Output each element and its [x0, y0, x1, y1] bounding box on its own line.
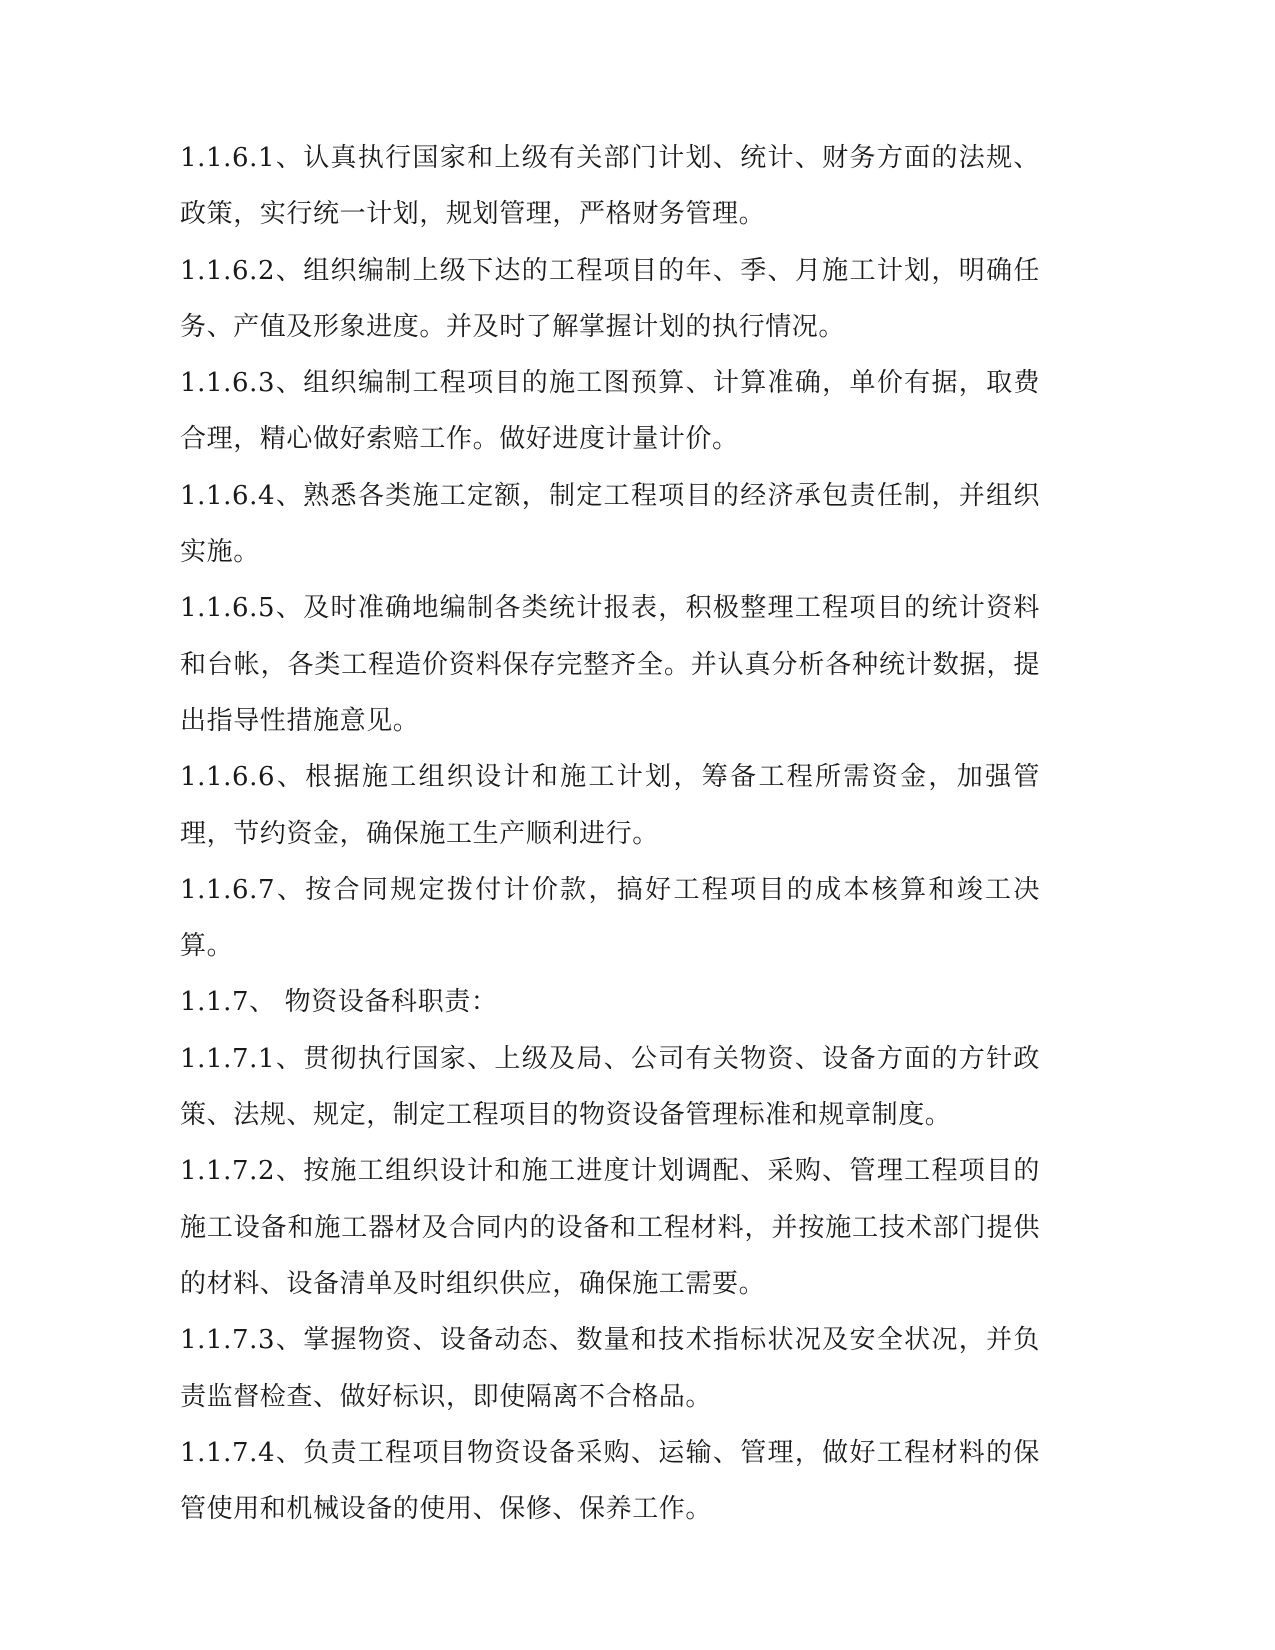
section-heading-1-1-7: 1.1.7、 物资设备科职责： [180, 987, 498, 1018]
paragraph-1-1-6-3: 1.1.6.3、组织编制工程项目的施工图预算、计算准确，单价有据，取费合理，精心做好索赔工作。做好进度计量计价。 [180, 368, 1040, 455]
paragraph-1-1-6-4: 1.1.6.4、熟悉各类施工定额，制定工程项目的经济承包责任制，并组织实施。 [180, 480, 1040, 568]
paragraph-1-1-6-6: 1.1.6.6、根据施工组织设计和施工计划，筹备工程所需资金，加强管理，节约资金，确保施工生产顺利进行。 [180, 762, 1040, 849]
paragraph-1-1-7-2: 1.1.7.2、按施工组织设计和施工进度计划调配、采购、管理工程项目的施工设备和施工器材及合同内的设备和工程材料，并按施工技术部门提供的材料、设备清单及时组织供应，确保施工需要。 [180, 1156, 1040, 1299]
paragraph-1-1-6-5: 1.1.6.5、及时准确地编制各类统计报表，积极整理工程项目的统计资料和台帐，各类工程造价资料保存完整齐全。并认真分析各种统计数据，提出指导性措施意见。 [180, 593, 1040, 736]
document-page [180, 130, 1040, 1537]
paragraph-1-1-6-2: 1.1.6.2、组织编制上级下达的工程项目的年、季、月施工计划，明确任务、产值及形象进度。并及时了解掌握计划的执行情况。 [180, 255, 1040, 342]
paragraph-1-1-7-3: 1.1.7.3、掌握物资、设备动态、数量和技术指标状况及安全状况，并负责监督检查、做好标识，即使隔离不合格品。 [180, 1325, 1040, 1412]
paragraph-1-1-6-7: 1.1.6.7、按合同规定拨付计价款，搞好工程项目的成本核算和竣工决算。 [180, 874, 1040, 962]
paragraph-1-1-7-4: 1.1.7.4、负责工程项目物资设备采购、运输、管理，做好工程材料的保管使用和机械设备的使用、保修、保养工作。 [180, 1437, 1040, 1525]
paragraph-1-1-6-1: 1.1.6.1、认真执行国家和上级有关部门计划、统计、财务方面的法规、政策，实行统一计划，规划管理，严格财务管理。 [180, 143, 1040, 230]
paragraph-1-1-7-1: 1.1.7.1、贯彻执行国家、上级及局、公司有关物资、设备方面的方针政策、法规、规定，制定工程项目的物资设备管理标准和规章制度。 [180, 1043, 1040, 1131]
